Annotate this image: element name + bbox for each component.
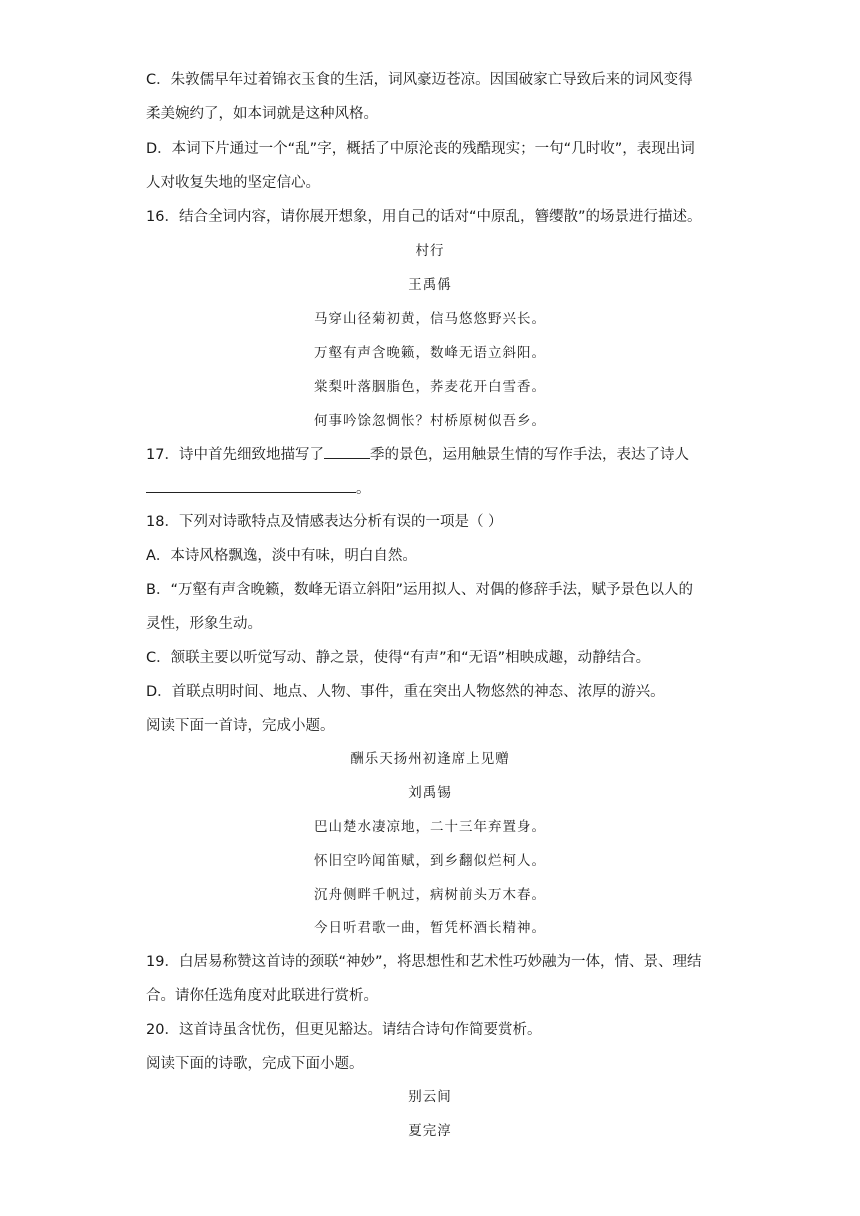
question-20: 20．这首诗虽含忧伤，但更见豁达。请结合诗句作简要赏析。 xyxy=(146,1022,542,1038)
question-17-answer-line xyxy=(146,478,726,499)
poem1-line: 何事吟馀忽惆怅？村桥原树似吾乡。 xyxy=(314,413,546,429)
poem1-title: 村行 xyxy=(415,243,445,259)
poem2-title: 酬乐天扬州初逢席上见赠 xyxy=(350,751,510,767)
poem3-title: 别云间 xyxy=(408,1089,452,1105)
q17-blank-season[interactable] xyxy=(324,444,370,459)
question-18-stem: 18．下列对诗歌特点及情感表达分析有误的一项是（ ） xyxy=(146,514,503,530)
poem1-line: 马穿山径菊初黄，信马悠悠野兴长。 xyxy=(314,311,546,327)
q17-end: 。 xyxy=(356,481,371,497)
question-19-line2: 合。请你任选角度对此联进行赏析。 xyxy=(146,988,378,1004)
reading-instruction-1: 阅读下面一首诗，完成小题。 xyxy=(146,718,335,734)
q15-option-d-line1: D．本词下片通过一个“乱”字，概括了中原沦丧的残酷现实；一句“几时收”，表现出词 xyxy=(146,141,695,157)
question-17 xyxy=(146,444,726,465)
q18-option-b-line2: 灵性，形象生动。 xyxy=(146,616,262,632)
q18-option-b-line1: B．“万壑有声含晚籁，数峰无语立斜阳”运用拟人、对偶的修辞手法，赋予景色以人的 xyxy=(146,582,693,598)
question-16: 16．结合全词内容，请你展开想象，用自己的话对“中原乱，簪缨散”的场景进行描述。 xyxy=(146,209,702,225)
poem1-author: 王禹偁 xyxy=(408,277,452,293)
poem2-line: 沉舟侧畔千帆过，病树前头万木春。 xyxy=(314,887,546,903)
question-19-line1: 19．白居易称赞这首诗的颈联“神妙”，将思想性和艺术性巧妙融为一体，情、景、理结 xyxy=(146,954,702,970)
poem1-line: 棠梨叶落胭脂色，荞麦花开白雪香。 xyxy=(314,379,546,395)
q18-option-d: D．首联点明时间、地点、人物、事件，重在突出人物悠然的神态、浓厚的游兴。 xyxy=(146,684,665,700)
poem1-line: 万壑有声含晚籁，数峰无语立斜阳。 xyxy=(314,345,546,361)
q17-text-part1: 17．诗中首先细致地描写了 xyxy=(146,447,324,463)
poem3-author: 夏完淳 xyxy=(408,1123,452,1139)
poem2-line: 巴山楚水凄凉地，二十三年弃置身。 xyxy=(314,819,546,835)
q15-option-c-line1: C．朱敦儒早年过着锦衣玉食的生活，词风豪迈苍凉。因国破家亡导致后来的词风变得 xyxy=(146,72,693,88)
q17-text-part2: 季的景色，运用触景生情的写作手法，表达了诗人 xyxy=(369,447,689,463)
q15-option-c-line2: 柔美婉约了，如本词就是这种风格。 xyxy=(146,106,378,122)
poem2-line: 怀旧空吟闻笛赋，到乡翻似烂柯人。 xyxy=(314,853,546,869)
poem2-line: 今日听君歌一曲，暂凭杯酒长精神。 xyxy=(314,920,546,936)
q18-option-c: C．颔联主要以听觉写动、静之景，使得“有声”和“无语”相映成趣，动静结合。 xyxy=(146,650,651,666)
q18-option-a: A．本诗风格飘逸，淡中有味，明白自然。 xyxy=(146,548,417,564)
q17-blank-emotion[interactable] xyxy=(146,478,356,493)
poem2-author: 刘禹锡 xyxy=(408,785,452,801)
q15-option-d-line2: 人对收复失地的坚定信心。 xyxy=(146,175,320,191)
reading-instruction-2: 阅读下面的诗歌，完成下面小题。 xyxy=(146,1056,364,1072)
